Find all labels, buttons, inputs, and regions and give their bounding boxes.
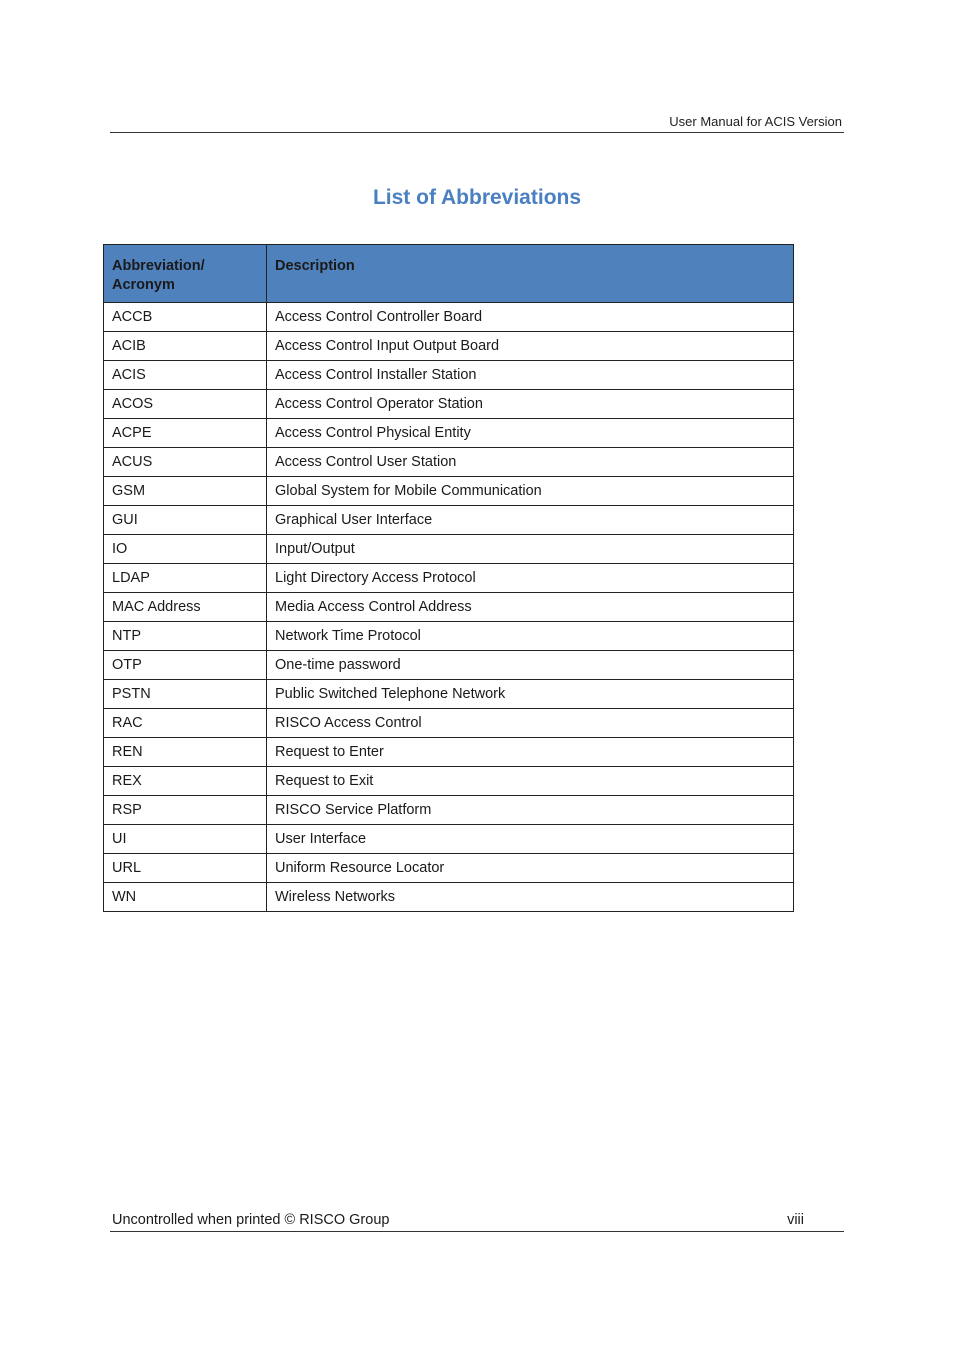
table-row — [104, 738, 794, 767]
table-row — [104, 390, 794, 419]
abbreviation-cell: LDAP — [104, 564, 267, 593]
footer-copyright: Uncontrolled when printed © RISCO Group — [112, 1212, 390, 1228]
abbreviation-cell: REX — [104, 767, 267, 796]
abbreviation-cell: ACIB — [104, 332, 267, 361]
table-row — [104, 332, 794, 361]
abbreviation-cell: ACCB — [104, 303, 267, 332]
description-cell: Graphical User Interface — [267, 506, 794, 535]
abbreviation-cell: WN — [104, 883, 267, 912]
description-cell: Access Control Installer Station — [267, 361, 794, 390]
table-body — [104, 303, 794, 912]
table-row — [104, 419, 794, 448]
abbreviation-cell: ACIS — [104, 361, 267, 390]
abbreviation-cell: ACOS — [104, 390, 267, 419]
description-cell: Global System for Mobile Communication — [267, 477, 794, 506]
table-row — [104, 303, 794, 332]
table-row — [104, 680, 794, 709]
abbreviation-cell: ACPE — [104, 419, 267, 448]
table-row — [104, 825, 794, 854]
description-cell: RISCO Access Control — [267, 709, 794, 738]
column-header-description: Description — [267, 245, 794, 303]
abbreviation-cell: ACUS — [104, 448, 267, 477]
description-cell: Input/Output — [267, 535, 794, 564]
abbreviation-cell: REN — [104, 738, 267, 767]
description-cell: Access Control Physical Entity — [267, 419, 794, 448]
table-row — [104, 477, 794, 506]
abbreviation-cell: PSTN — [104, 680, 267, 709]
table-row — [104, 448, 794, 477]
abbreviation-cell: RSP — [104, 796, 267, 825]
description-cell: Access Control Controller Board — [267, 303, 794, 332]
abbreviation-cell: RAC — [104, 709, 267, 738]
description-cell: RISCO Service Platform — [267, 796, 794, 825]
abbreviation-cell: OTP — [104, 651, 267, 680]
description-cell: Network Time Protocol — [267, 622, 794, 651]
table-row — [104, 593, 794, 622]
abbreviations-table — [103, 244, 794, 912]
abbreviation-cell: URL — [104, 854, 267, 883]
page-title: List of Abbreviations — [372, 186, 582, 209]
description-cell: Uniform Resource Locator — [267, 854, 794, 883]
column-header-abbreviation: Abbreviation/ Acronym — [104, 245, 267, 303]
table-row — [104, 506, 794, 535]
table-row — [104, 564, 794, 593]
description-cell: Access Control Operator Station — [267, 390, 794, 419]
description-cell: Access Control Input Output Board — [267, 332, 794, 361]
description-cell: Light Directory Access Protocol — [267, 564, 794, 593]
description-cell: User Interface — [267, 825, 794, 854]
description-cell: Request to Exit — [267, 767, 794, 796]
description-cell: Access Control User Station — [267, 448, 794, 477]
table-row — [104, 651, 794, 680]
page-number: viii — [787, 1212, 804, 1228]
table-row — [104, 361, 794, 390]
table-row — [104, 796, 794, 825]
abbreviation-cell: IO — [104, 535, 267, 564]
description-cell: Public Switched Telephone Network — [267, 680, 794, 709]
table-row — [104, 709, 794, 738]
table-row — [104, 854, 794, 883]
abbreviation-cell: NTP — [104, 622, 267, 651]
abbreviation-cell: MAC Address — [104, 593, 267, 622]
abbreviation-cell: UI — [104, 825, 267, 854]
abbreviation-cell: GSM — [104, 477, 267, 506]
page-header — [110, 112, 844, 133]
header-text: User Manual for ACIS Version — [669, 114, 842, 129]
description-cell: Media Access Control Address — [267, 593, 794, 622]
table-header-row — [104, 245, 794, 303]
description-cell: Wireless Networks — [267, 883, 794, 912]
table-row — [104, 883, 794, 912]
abbreviation-cell: GUI — [104, 506, 267, 535]
page-footer — [110, 1210, 844, 1232]
table-row — [104, 767, 794, 796]
description-cell: One-time password — [267, 651, 794, 680]
description-cell: Request to Enter — [267, 738, 794, 767]
table-row — [104, 622, 794, 651]
table-row — [104, 535, 794, 564]
